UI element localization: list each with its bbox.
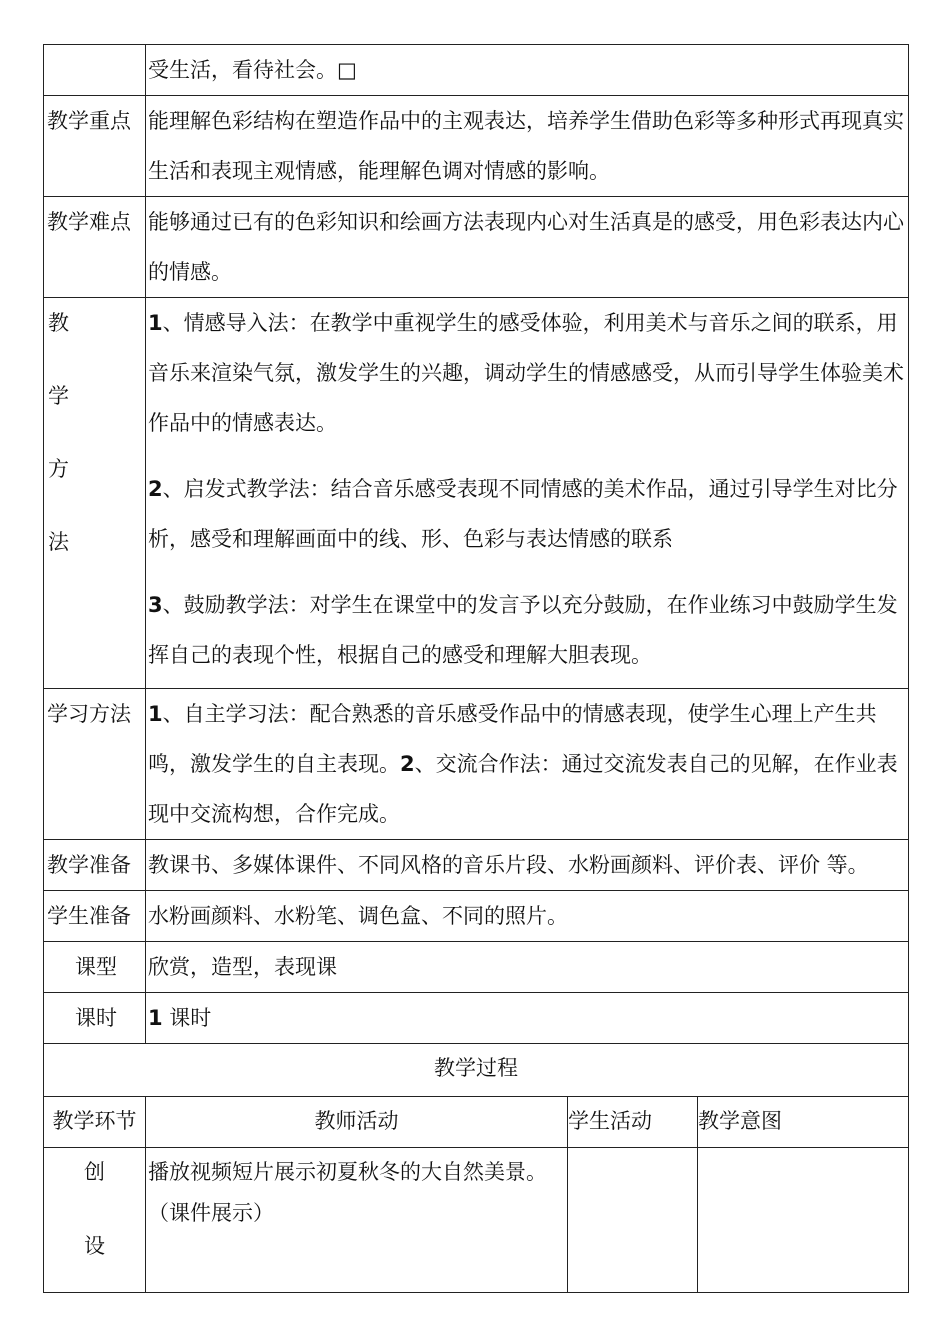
- learning-method-number: 1: [148, 702, 163, 726]
- teaching-methods-label-char: 教: [48, 311, 69, 335]
- lesson-hours-text: [146, 993, 909, 1044]
- teaching-methods-label-char: 方: [48, 457, 69, 481]
- learning-method-text: 、自主学习法：配合熟悉的音乐感受作品中的情感表现，使学生心理上产生共鸣，激发学生的自主表现。: [148, 702, 877, 776]
- teaching-methods-label-char: 学: [48, 384, 69, 408]
- header-teacher-activity: 教师活动: [146, 1097, 568, 1148]
- key-points-text: 能理解色彩结构在塑造作品中的主观表达，培养学生借助色彩等多种形式再现真实生活和表现主观情感，能理解色调对情感的影响。: [146, 96, 909, 197]
- process-stage-cell: [44, 1148, 146, 1293]
- lesson-hours-row: [44, 993, 909, 1044]
- learning-methods-label: 学习方法: [44, 689, 146, 840]
- teacher-prep-label: 教学准备: [44, 840, 146, 891]
- learning-methods-text: [146, 689, 909, 840]
- learning-methods-row: [44, 689, 909, 840]
- lesson-type-text: 欣赏，造型，表现课: [146, 942, 909, 993]
- process-title: 教学过程: [44, 1044, 909, 1097]
- difficulties-label: 教学难点: [44, 197, 146, 298]
- lesson-plan-table: [43, 44, 909, 1293]
- learning-method-number: 2: [400, 752, 415, 776]
- lesson-hours-unit: 课时: [162, 1006, 212, 1030]
- intro-row: [44, 45, 909, 96]
- header-teaching-intent: 教学意图: [698, 1097, 909, 1148]
- teaching-methods-label: [44, 298, 146, 689]
- process-student-activity: [568, 1148, 698, 1293]
- teacher-activity-line: 播放视频短片展示初夏秋冬的大自然美景。: [148, 1160, 547, 1184]
- method-item: [148, 580, 906, 680]
- method-text: 、启发式教学法：结合音乐感受表现不同情感的美术作品，通过引导学生对比分析，感受和理解画面中的线、形、色彩与表达情感的联系: [148, 477, 898, 551]
- lesson-type-label: 课型: [44, 942, 146, 993]
- learning-method-text: 、交流合作法：通过交流发表自己的见解，在作业表现中交流构想，合作完成。: [148, 752, 898, 826]
- process-header-row: [44, 1097, 909, 1148]
- key-points-row: [44, 96, 909, 197]
- intro-label-cell: [44, 45, 146, 96]
- method-item: [148, 298, 906, 448]
- method-text: 、鼓励教学法：对学生在课堂中的发言予以充分鼓励，在作业练习中鼓励学生发挥自己的表现个性，根据自己的感受和理解大胆表现。: [148, 593, 898, 667]
- process-stage-char: 创: [84, 1160, 105, 1184]
- method-number: 1: [148, 311, 163, 335]
- header-student-activity: 学生活动: [568, 1097, 698, 1148]
- difficulties-row: [44, 197, 909, 298]
- student-prep-label: 学生准备: [44, 891, 146, 942]
- student-prep-text: 水粉画颜料、水粉笔、调色盒、不同的照片。: [146, 891, 909, 942]
- lesson-type-row: [44, 942, 909, 993]
- method-number: 3: [148, 593, 163, 617]
- method-number: 2: [148, 477, 163, 501]
- teacher-activity-line: （课件展示）: [148, 1201, 274, 1225]
- process-teacher-activity: [146, 1148, 568, 1293]
- intro-continuation-text: 受生活，看待社会。□: [146, 45, 909, 96]
- student-prep-row: [44, 891, 909, 942]
- lesson-hours-label: 课时: [44, 993, 146, 1044]
- method-text: 、情感导入法：在教学中重视学生的感受体验，利用美术与音乐之间的联系，用音乐来渲染气氛，激发学生的兴趣，调动学生的情感感受，从而引导学生体验美术作品中的情感表达。: [148, 311, 904, 435]
- process-teaching-intent: [698, 1148, 909, 1293]
- difficulties-text: 能够通过已有的色彩知识和绘画方法表现内心对生活真是的感受，用色彩表达内心的情感。: [146, 197, 909, 298]
- key-points-label: 教学重点: [44, 96, 146, 197]
- process-title-row: [44, 1044, 909, 1097]
- process-row: [44, 1148, 909, 1293]
- process-stage-char: 设: [84, 1234, 105, 1258]
- teacher-prep-row: [44, 840, 909, 891]
- teacher-prep-text: 教课书、多媒体课件、不同风格的音乐片段、水粉画颜料、评价表、评价 等。: [146, 840, 909, 891]
- method-item: [148, 464, 906, 564]
- header-stage: 教学环节: [44, 1097, 146, 1148]
- teaching-methods-label-char: 法: [48, 530, 69, 554]
- teaching-methods-row: [44, 298, 909, 689]
- teaching-methods-content: [146, 298, 909, 689]
- lesson-hours-number: 1: [148, 1006, 163, 1030]
